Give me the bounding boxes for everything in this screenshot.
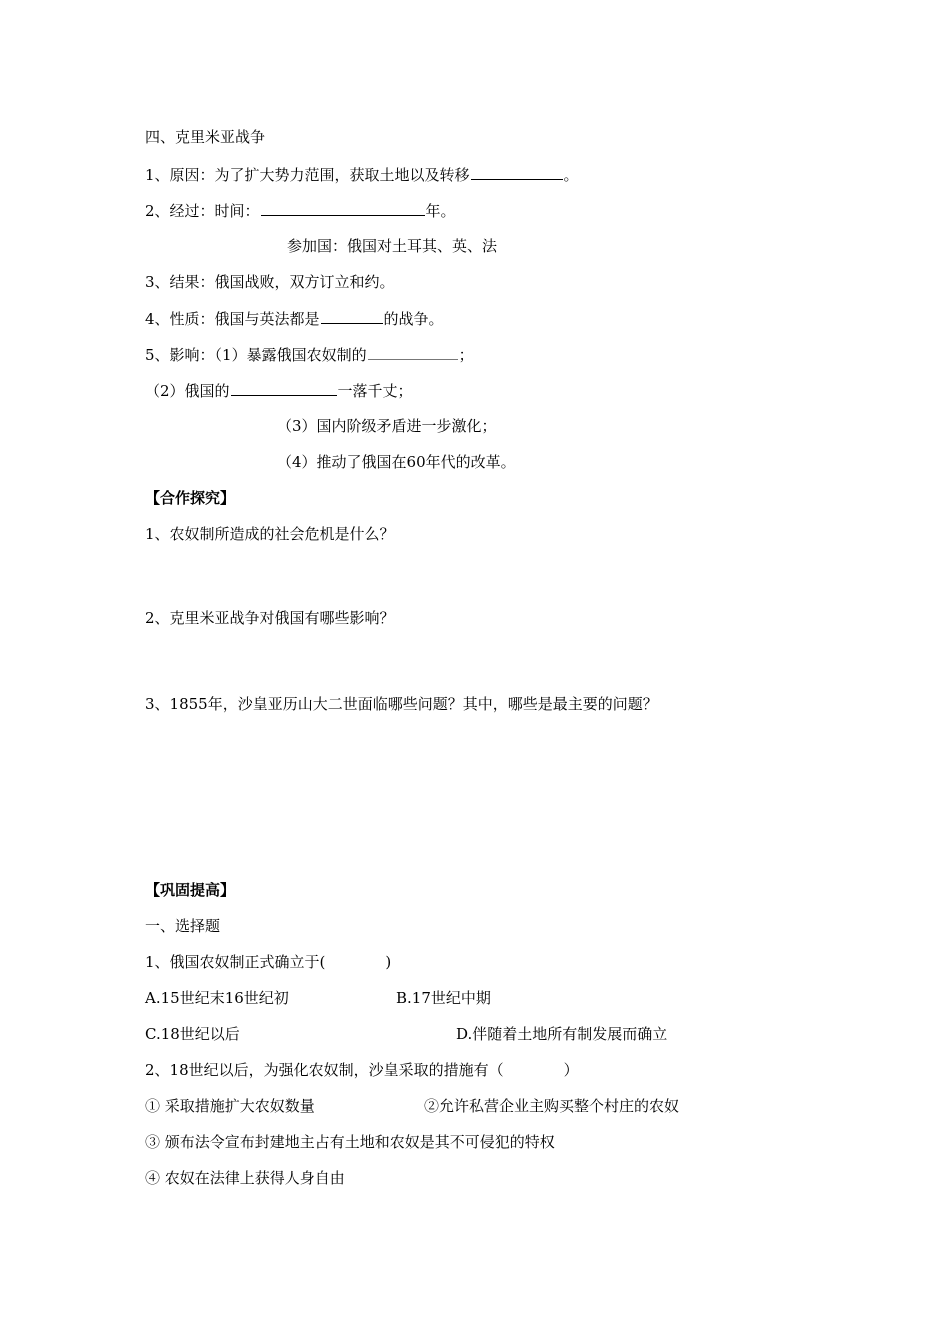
- q3-suffix: ，沙皇亚历山大二世面临哪些问题？其中，哪些是最主要的问题？: [222, 695, 658, 713]
- participants-line: 参加国：俄国对土耳其、英、法: [287, 237, 498, 255]
- nature-blank[interactable]: [321, 308, 383, 324]
- impact-item2-suffix: 一落千丈；: [337, 382, 413, 400]
- mc-q1-option-a: A.15世纪末16世纪初: [145, 989, 289, 1007]
- cause-line: [145, 164, 579, 185]
- impact-item2-text: （2）俄国的: [145, 382, 230, 400]
- impact-item2-blank[interactable]: [231, 380, 337, 396]
- cooperation-question-3: [145, 694, 658, 714]
- course-text: 2、经过：时间：: [145, 202, 260, 220]
- impact-line-1: [145, 344, 474, 365]
- mc-q1-option-d: D.伴随着土地所有制发展而确立: [456, 1025, 668, 1043]
- section-heading: 四、克里米亚战争: [145, 128, 266, 146]
- cause-blank[interactable]: [471, 164, 563, 180]
- mc-q2-option-4: ④ 农奴在法律上获得人身自由: [145, 1169, 345, 1187]
- mc-q2-option-2: ②允许私营企业主购买整个村庄的农奴: [424, 1097, 680, 1115]
- mc-question-2-stem: 2、18世纪以后，为强化农奴制，沙皇采取的措施有（ ）: [145, 1061, 579, 1079]
- result-line: 3、结果：俄国战败，双方订立和约。: [145, 273, 395, 291]
- q3-prefix: 3、1855年: [145, 695, 223, 713]
- mc-q2-option-1: ① 采取措施扩大农奴数量: [145, 1097, 315, 1115]
- mc-q2-option-3: ③ 颁布法令宣布封建地主占有土地和农奴是其不可侵犯的特权: [145, 1133, 555, 1151]
- time-blank[interactable]: [261, 200, 425, 216]
- impact-blank[interactable]: [368, 344, 458, 360]
- impact-suffix: ；: [458, 346, 474, 364]
- mc-question-1-stem: 1、俄国农奴制正式确立于( ): [145, 953, 392, 971]
- cooperation-question-2: 2、克里米亚战争对俄国有哪些影响？: [145, 609, 395, 627]
- part-heading: 一、选择题: [145, 917, 221, 935]
- course-line: [145, 200, 456, 221]
- nature-text: 4、性质：俄国与英法都是: [145, 310, 320, 328]
- nature-line: [145, 308, 444, 329]
- impact-text: 5、影响：（1）暴露俄国农奴制的: [145, 346, 367, 364]
- impact-line-4: （4）推动了俄国在60年代的改革。: [277, 453, 516, 471]
- impact-line-3: （3）国内阶级矛盾进一步激化；: [277, 417, 497, 435]
- cause-text: 1、原因：为了扩大势力范围，获取土地以及转移: [145, 166, 470, 184]
- cooperation-question-1: 1、农奴制所造成的社会危机是什么？: [145, 525, 395, 543]
- mc-q1-option-c: C.18世纪以后: [145, 1025, 240, 1043]
- consolidation-heading: 【巩固提高】: [145, 881, 236, 899]
- cause-suffix: 。: [563, 166, 579, 184]
- nature-suffix: 的战争。: [383, 310, 444, 328]
- cooperation-heading: 【合作探究】: [145, 489, 236, 507]
- impact-line-2: [145, 380, 413, 401]
- course-suffix: 年。: [425, 202, 456, 220]
- mc-q1-option-b: B.17世纪中期: [396, 989, 491, 1007]
